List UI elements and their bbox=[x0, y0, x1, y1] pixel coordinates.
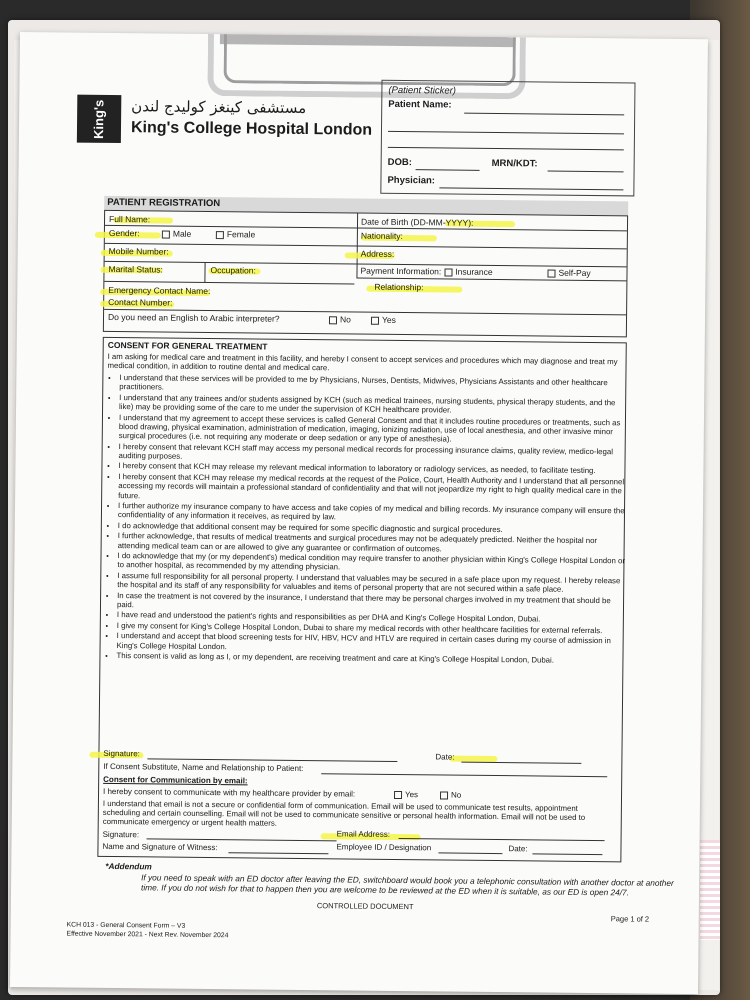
signature-label: Signature: bbox=[103, 748, 140, 759]
contact-number-label: Contact Number: bbox=[108, 296, 173, 308]
consent-item: • I further acknowledge, that results of medical treatments and surgical procedures may not be adequately predicted. Neither the hospital nor attending medical team can or are allowed to give any guarantee or confirmation of outcomes. bbox=[118, 531, 630, 555]
addendum-title: *Addendum bbox=[105, 860, 152, 872]
email-yes-checkbox[interactable] bbox=[394, 791, 402, 799]
consent-item: • I understand that any trainees and/or students assigned by KCH (such as medical trainees, nursing students, physical therapy students, and the like) may be providing some of the care to me under the supervision of KCH healthcare provider. bbox=[119, 393, 631, 417]
self-pay-option[interactable]: Self-Pay bbox=[544, 268, 590, 278]
patient-sticker-box bbox=[380, 80, 635, 197]
consent-item: • I understand that these services will be provided to me by Physicians, Nurses, Dentists, Midwives, Physicians Assistants and other healthcare practitioners. bbox=[119, 373, 631, 397]
consent-item: • I understand that my agreement to accept these services is called General Consent and that it includes routine procedures or treatments, such as blood drawing, physical examination, administration of medication, imaging, ionizing radiation, use of local anesthesia, and other invasive minor surgical procedures (i.e. not requiring any moderate or deep sedation or any type of anesthesia). bbox=[119, 413, 631, 446]
female-option[interactable]: Female bbox=[213, 229, 255, 239]
signature2-line[interactable] bbox=[147, 838, 337, 841]
sticker-line bbox=[388, 147, 624, 150]
insurance-checkbox[interactable] bbox=[444, 268, 452, 276]
consent-item: • I give my consent for King's College Hospital London, Dubai to share my medical records with other healthcare facilities for external referrals. bbox=[117, 621, 629, 636]
interpreter-yes-option[interactable]: Yes bbox=[368, 315, 396, 325]
form-id: KCH 013 - General Consent Form – V3 bbox=[66, 921, 186, 930]
date-label: Date: bbox=[435, 752, 455, 762]
clipboard-clip-inner bbox=[223, 34, 515, 86]
employee-id-label: Employee ID / Designation bbox=[336, 842, 432, 853]
employee-id-line[interactable] bbox=[438, 852, 502, 854]
email-no-checkbox[interactable] bbox=[440, 791, 448, 799]
consent-section bbox=[97, 337, 626, 862]
pink-page-edges bbox=[700, 840, 720, 940]
interpreter-question: Do you need an English to Arabic interpreter? bbox=[107, 311, 280, 324]
physician-label: Physician: bbox=[387, 174, 436, 187]
payment-label: Payment Information: Insurance bbox=[360, 265, 493, 277]
consent-item: • I hereby consent that relevant KCH staff may access my personal medical records for processing insurance claims, quality review, medico-legal auditing purposes. bbox=[119, 442, 631, 466]
gender-label: Gender: bbox=[108, 227, 140, 239]
consent-item: • I have read and understood the patient's rights and responsibilities as per DHA and King's College Hospital London, Dubai. bbox=[117, 610, 629, 625]
witness-label: Name and Signature of Witness: bbox=[102, 841, 218, 853]
sticker-caption: (Patient Sticker) bbox=[388, 84, 457, 97]
female-checkbox[interactable] bbox=[216, 231, 224, 239]
email-address-label: Email Address: bbox=[336, 829, 391, 839]
effective-date: Effective November 2021 - Next Rev. November 2024 bbox=[66, 930, 229, 940]
yes-checkbox[interactable] bbox=[371, 316, 379, 324]
mrn-line[interactable] bbox=[548, 171, 624, 173]
patient-name-label: Patient Name: bbox=[388, 98, 452, 111]
substitute-label: If Consent Substitute, Name and Relationship to Patient: bbox=[103, 761, 304, 774]
consent-item: • I do acknowledge that my (or my dependent's) medical condition may require transfer to another physician within King's College Hospital London or to another hospital, as recommended by my attending physician. bbox=[117, 551, 629, 575]
witness-line[interactable] bbox=[228, 852, 328, 854]
email-yes-option[interactable]: Yes bbox=[391, 790, 418, 800]
date2-label: Date: bbox=[508, 844, 528, 854]
sticker-line bbox=[388, 131, 624, 134]
registration-title: PATIENT REGISTRATION bbox=[104, 196, 628, 215]
mobile-label: Mobile Number: bbox=[108, 245, 169, 257]
email-disclaimer: I understand that email is not a secure or confidential form of communication. Email will be used to communicate test results, appointment scheduling and certain counselling. Email will not be used to communicate sensitive or personal health information. Email will not be used to communicate emergency or urgent health matters. bbox=[102, 798, 586, 828]
consent-item: • I understand and accept that blood screening tests for HIV, HBV, HCV and HTLV are required in certain cases during my course of admission in King's College Hospital London. bbox=[117, 631, 629, 655]
row-line bbox=[104, 281, 354, 285]
date2-line[interactable] bbox=[532, 853, 602, 855]
male-checkbox[interactable] bbox=[162, 230, 170, 238]
hospital-name-arabic: مستشفى كينغز كوليدج لندن bbox=[131, 97, 307, 118]
hospital-name: King's College Hospital London bbox=[130, 119, 373, 139]
occupation-label: Occupation: bbox=[210, 265, 256, 276]
date-line[interactable] bbox=[461, 762, 581, 764]
addendum-text: If you need to speak with an ED doctor after leaving the ED, switchboard would book you a telephonic consultation with another doctor at another time. If you do not wish for that to happen then you are welcome to be reviewed at the ED when it is suitable, as our ED is open 24/7. bbox=[140, 871, 674, 898]
dob-label: DOB: bbox=[387, 156, 412, 169]
emergency-contact-label: Emergency Contact Name: bbox=[108, 284, 211, 297]
nationality-label: Nationality: bbox=[360, 230, 403, 242]
email-consent-title: Consent for Communication by email: bbox=[103, 774, 248, 786]
physician-line[interactable] bbox=[439, 187, 623, 190]
consent-item: • This consent is valid as long as I, or my dependent, are receiving treatment and care at King's College Hospital London, Dubai. bbox=[116, 651, 628, 666]
registration-table bbox=[103, 210, 628, 337]
email-no-option[interactable]: No bbox=[437, 790, 461, 800]
interpreter-no-option[interactable]: No bbox=[326, 314, 351, 324]
self-pay-checkbox[interactable] bbox=[547, 269, 555, 277]
kings-logo: King's bbox=[77, 95, 122, 143]
relationship-label: Relationship: bbox=[374, 281, 424, 293]
dob-line[interactable] bbox=[416, 169, 480, 171]
consent-item: • In case the treatment is not covered by the insurance, I understand that there may be personal charges involved in my treatment that should be paid. bbox=[117, 591, 629, 615]
signature-line[interactable] bbox=[147, 758, 397, 762]
consent-item: • I assume full responsibility for all personal property. I understand that valuables may be secured in a safe place upon my request. I hereby release the hospital and its staff of any responsibility for valuables and items of personal property that are not secured within a safe place. bbox=[117, 571, 629, 595]
consent-intro: I am asking for medical care and treatment in this facility, and hereby I consent to accept services and procedures which may diagnose and treat my medical condition, in addition to routine dental and medical care. bbox=[107, 351, 618, 373]
marital-label: Marital Status: bbox=[108, 263, 163, 275]
email-consent-question: I hereby consent to communicate with my healthcare provider by email: bbox=[103, 786, 356, 799]
divider bbox=[204, 262, 205, 282]
full-name-label: Full Name: bbox=[108, 213, 151, 225]
page-number: Page 1 of 2 bbox=[610, 914, 650, 924]
signature2-label: Signature: bbox=[102, 829, 140, 840]
row-line bbox=[356, 278, 626, 282]
male-option[interactable]: Male bbox=[159, 228, 192, 238]
email-address-line[interactable] bbox=[399, 838, 605, 841]
consent-item: • I hereby consent that KCH may release my medical records at the request of the Police, Court, Health Authority and I understand that all personnel accessing my records will maintain a professional standard of confidentiality and that will not jeopardize my right to high quality medical care in the future. bbox=[118, 472, 630, 505]
dob-field-label: Date of Birth (DD-MM-YYYY): bbox=[360, 216, 474, 228]
patient-name-line[interactable] bbox=[464, 113, 624, 116]
controlled-document-label: CONTROLLED DOCUMENT bbox=[316, 901, 414, 912]
form-footer bbox=[67, 921, 229, 941]
consent-items bbox=[102, 373, 631, 667]
address-label: Address: bbox=[360, 248, 395, 259]
consent-item: • I further authorize my insurance company to have access and take copies of my medical and billing records. My insurance company will ensure the confidentiality of any information it receives, as required by law. bbox=[118, 501, 630, 525]
consent-item: • I do acknowledge that additional consent may be required for some specific diagnostic and surgical procedures. bbox=[118, 521, 630, 536]
consent-title: CONSENT FOR GENERAL TREATMENT bbox=[107, 339, 268, 352]
consent-form-sheet bbox=[10, 32, 708, 994]
substitute-line[interactable] bbox=[321, 773, 607, 777]
no-checkbox[interactable] bbox=[329, 316, 337, 324]
addendum bbox=[105, 861, 685, 899]
mrn-label: MRN/KDT: bbox=[491, 157, 538, 170]
consent-item: • I hereby consent that KCH may release my relevant medical information to laboratory or radiology services, as needed, to facilitate testing. bbox=[118, 461, 630, 476]
